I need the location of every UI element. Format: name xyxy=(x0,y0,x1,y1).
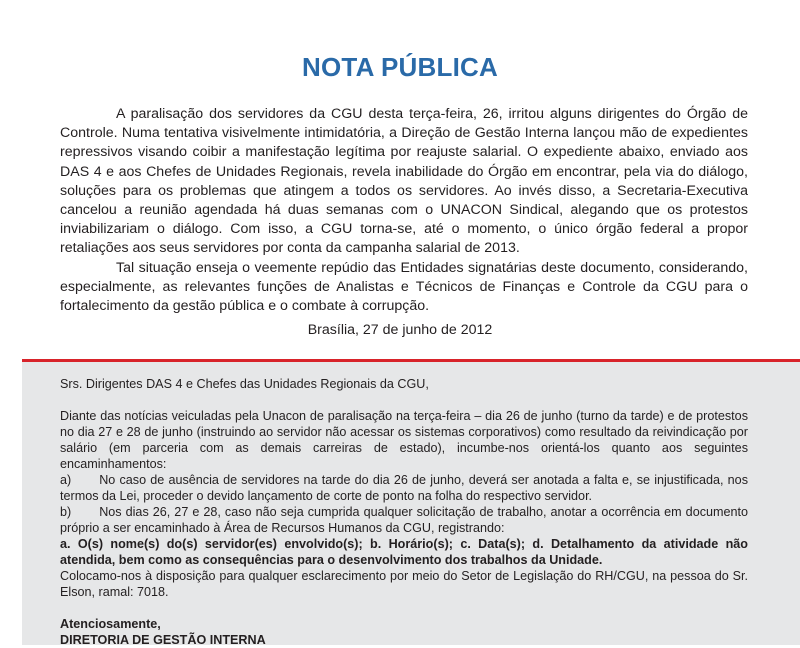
memo-intro: Diante das notícias veiculadas pela Unacon de paralisação na terça-feira – dia 26 de junho (turno da tarde) e de protestos no dia 27 e 28 de junho (instruindo ao servidor não acessar os sistemas corporativos) como resultado da reivindicação por salário (em parceria com as demais carreiras de estado), incumbe-nos orientá-los quanto aos seguintes encaminhamentos: xyxy=(60,409,748,471)
memo-closing: Atenciosamente, xyxy=(60,617,161,631)
memo-item-a-label: a) xyxy=(60,473,72,487)
note-paragraph-2: Tal situação enseja o veemente repúdio das Entidades signatárias deste documento, considerando, especialmente, as relevantes funções de Analistas e Técnicos de Finanças e Controle da CGU para o fortalecimento da gestão pública e o combate à corrupção. xyxy=(60,259,748,315)
memo-greeting: Srs. Dirigentes DAS 4 e Chefes das Unidades Regionais da CGU, xyxy=(60,377,429,391)
memo-signature: DIRETORIA DE GESTÃO INTERNA xyxy=(60,633,266,647)
memo-item-a xyxy=(60,472,748,504)
memo-item-a-text: No caso de ausência de servidores na tarde do dia 26 de junho, deverá ser anotada a falta e, se injustificada, nos termos da Lei, proceder o devido lançamento de corte de ponto na folha do respectivo servidor. xyxy=(60,473,748,503)
note-body xyxy=(60,105,748,316)
memo-fields: a. O(s) nome(s) do(s) servidor(es) envolvido(s); b. Horário(s); c. Data(s); d. Detalhamento da atividade não atendida, bem como as consequências para o desenvolvimento dos trabalhos da Unidade. xyxy=(60,537,748,567)
memo-text xyxy=(60,376,748,648)
note-date: Brasília, 27 de junho de 2012 xyxy=(307,322,493,338)
memo-contact: Colocamo-nos à disposição para qualquer esclarecimento por meio do Setor de Legislação do RH/CGU, na pessoa do Sr. Elson, ramal: 7018. xyxy=(60,569,748,599)
memo-item-b xyxy=(60,504,748,536)
memo-box xyxy=(22,359,800,645)
page-title: NOTA PÚBLICA xyxy=(302,52,498,82)
memo-item-b-label: b) xyxy=(60,505,72,519)
note-paragraph-1: A paralisação dos servidores da CGU desta terça-feira, 26, irritou alguns dirigentes do Órgão de Controle. Numa tentativa visivelmente intimidatória, a Direção de Gestão Interna lançou mão de expedientes repressivos visando coibir a manifestação legítima por reajuste salarial. O expediente abaixo, enviado aos DAS 4 e aos Chefes de Unidades Regionais, revela inabilidade do Órgão em encontrar, pela via do diálogo, soluções para os problemas que atingem a todos os servidores. Ao invés disso, a Secretaria-Executiva cancelou a reunião agendada há duas semanas com o UNACON Sindical, alegando que os protestos inviabilizariam o diálogo. Com isso, a CGU torna-se, até o momento, o único órgão federal a propor retaliações aos seus servidores por conta da campanha salarial de 2013. xyxy=(60,106,748,257)
memo-item-b-text: Nos dias 26, 27 e 28, caso não seja cumprida qualquer solicitação de trabalho, anotar a ocorrência em documento próprio a ser encaminhado à Área de Recursos Humanos da CGU, registrando: xyxy=(60,505,748,535)
